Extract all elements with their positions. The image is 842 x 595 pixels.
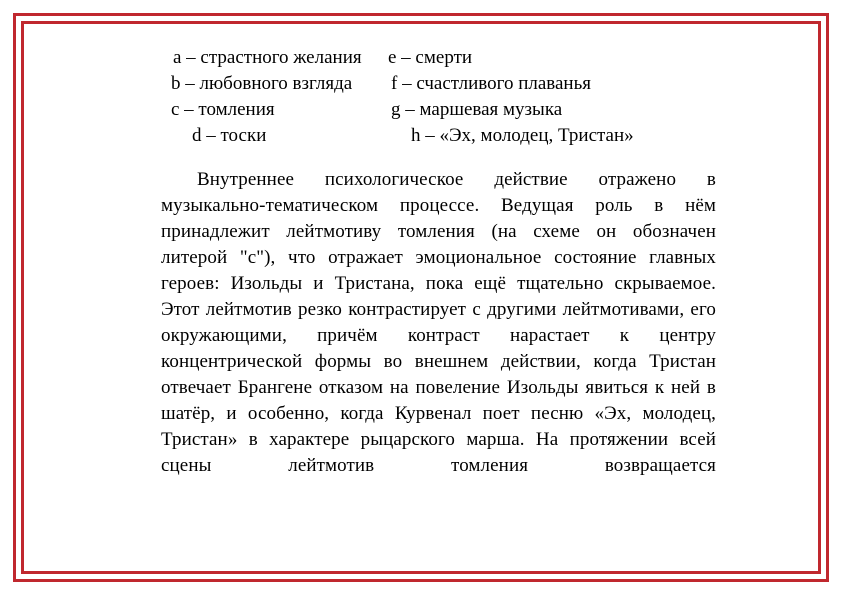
legend-item-e: е – смерти <box>388 47 473 68</box>
body-paragraph: Внутреннее психологическое действие отражено в музыкально-тематическом процессе. Ведущая роль в нём принадлежит лейтмотиву томления (на схеме он обозначен литерой "с"), что отражает эмоциональное состояние главных героев: Изольды и Тристана, пока ещё тщательно скрываемое. Этот лейтмотив резко контрастирует с другими лейтмотивами, его окружающими, причём контраст нарастает к центру концентрической формы во внешнем действии, когда Тристан отвечает Брангене отказом на повеление Изольды явиться к ней в шатёр, и особенно, когда Курвенал поет песню «Эх, молодец, Тристан» в характере рыцарского марша. На протяжении всей сцены лейтмотив томления возвращается <box>161 169 716 476</box>
legend-item-b: b – любовного взгляда <box>171 73 353 94</box>
legend-item-a: a – страстного желания <box>173 47 362 68</box>
legend-item-d: d – тоски <box>192 125 267 146</box>
legend-item-c: c – томления <box>171 99 275 120</box>
legend-item-f: f – счастливого плаванья <box>391 73 592 94</box>
legend-item-h: h – «Эх, молодец, Тристан» <box>411 125 634 146</box>
legend-item-g: g – маршевая музыка <box>391 99 563 120</box>
